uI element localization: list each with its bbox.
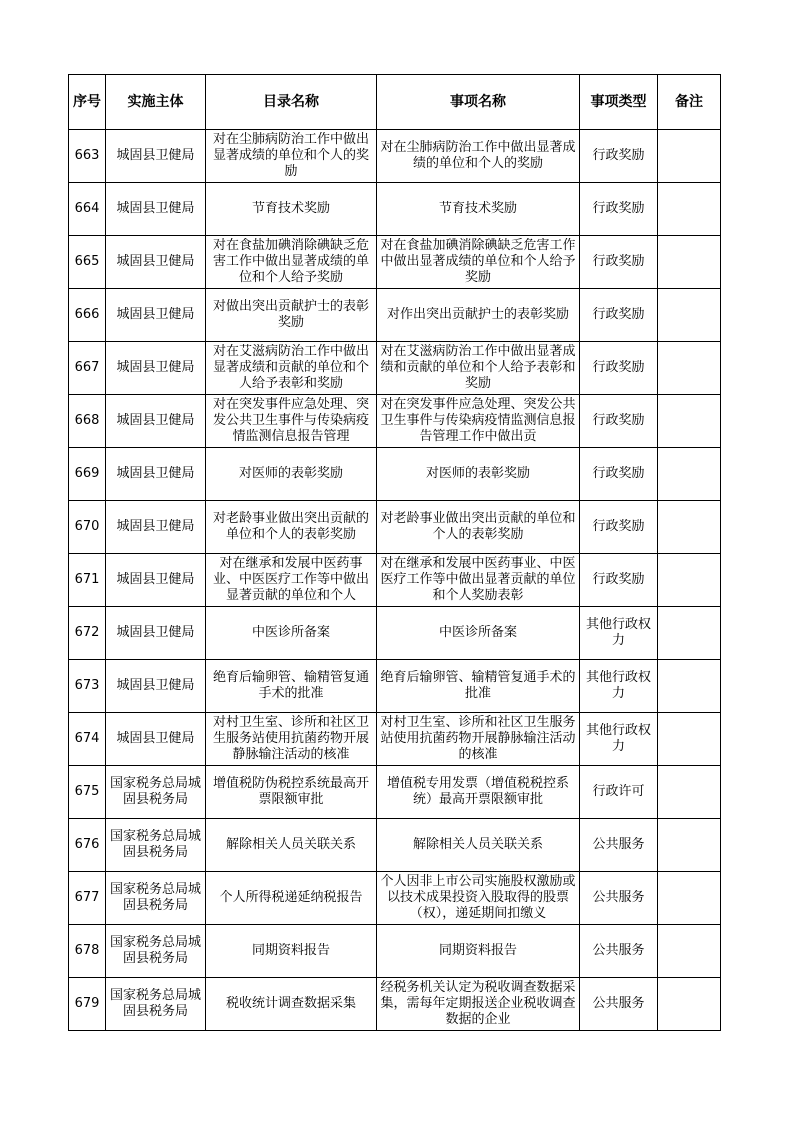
implementing-body-cell [106, 713, 206, 766]
item-name: 绝育后输卵管、输精管复通手术的批准 [380, 670, 576, 701]
item-name-cell [377, 554, 580, 607]
table-row [69, 554, 721, 607]
row-number: 669 [74, 466, 100, 481]
row-number: 679 [74, 996, 100, 1011]
table-row [69, 660, 721, 713]
item-name: 个人因非上市公司实施股权激励或以技术成果投资入股取得的股票（权），递延期间扣缴义 [380, 874, 576, 921]
row-number: 673 [74, 678, 100, 693]
catalog-name: 对在艾滋病防治工作中做出显著成绩和贡献的单位和个人给予表彰和奖励 [212, 344, 369, 391]
implementing-body-cell [106, 925, 206, 978]
item-name: 增值税专用发票（增值税税控系统）最高开票限额审批 [386, 776, 569, 807]
row-number-cell [69, 289, 106, 342]
implementing-body: 城固县卫健局 [116, 625, 195, 640]
implementing-body: 国家税务总局城固县税务局 [109, 988, 201, 1019]
item-type: 其他行政权力 [585, 723, 651, 754]
catalog-name: 对在食盐加碘消除碘缺乏危害工作中做出显著成绩的单位和个人给予奖励 [212, 238, 369, 285]
row-number-cell [69, 342, 106, 395]
item-name: 对在突发事件应急处理、突发公共卫生事件与传染病疫情监测信息报告管理工作中做出贡 [380, 397, 576, 444]
catalog-name: 中医诊所备案 [251, 625, 330, 640]
implementing-body-cell [106, 819, 206, 872]
table-row [69, 713, 721, 766]
remark-cell [658, 183, 721, 236]
item-type: 其他行政权力 [585, 670, 651, 701]
implementing-body: 城固县卫健局 [116, 254, 195, 269]
item-name-cell [377, 978, 580, 1031]
row-number-cell [69, 130, 106, 183]
implementing-body: 城固县卫健局 [116, 678, 195, 693]
row-number-cell [69, 660, 106, 713]
item-name-cell [377, 183, 580, 236]
catalog-name-cell [206, 395, 377, 448]
catalog-name: 同期资料报告 [251, 943, 330, 958]
item-name-cell [377, 236, 580, 289]
table-row [69, 130, 721, 183]
implementing-body: 城固县卫健局 [116, 307, 195, 322]
item-name-cell [377, 342, 580, 395]
item-name: 对村卫生室、诊所和社区卫生服务站使用抗菌药物开展静脉输注活动的核准 [380, 715, 576, 762]
table-row [69, 925, 721, 978]
remark-cell [658, 130, 721, 183]
header-item: 事项名称 [377, 75, 580, 130]
table-row [69, 819, 721, 872]
remark-cell [658, 501, 721, 554]
row-number-cell [69, 872, 106, 925]
item-type: 行政奖励 [592, 466, 645, 481]
catalog-name: 解除相关人员关联关系 [225, 837, 356, 852]
catalog-name: 对村卫生室、诊所和社区卫生服务站使用抗菌药物开展静脉输注活动的核准 [212, 715, 369, 762]
item-type-cell [580, 395, 658, 448]
item-type-cell [580, 872, 658, 925]
row-number: 674 [74, 731, 100, 746]
item-name-cell [377, 766, 580, 819]
item-type-cell [580, 925, 658, 978]
row-number-cell [69, 236, 106, 289]
item-type: 行政奖励 [592, 572, 645, 587]
item-type-cell [580, 448, 658, 501]
implementing-body-cell [106, 448, 206, 501]
item-name-cell [377, 130, 580, 183]
catalog-name-cell [206, 607, 377, 660]
item-name: 解除相关人员关联关系 [412, 837, 543, 852]
row-number: 667 [74, 360, 100, 375]
table-row [69, 501, 721, 554]
catalog-name-cell [206, 660, 377, 713]
remark-cell [658, 342, 721, 395]
item-type-cell [580, 236, 658, 289]
catalog-name: 个人所得税递延纳税报告 [219, 890, 363, 905]
catalog-name-cell [206, 236, 377, 289]
implementing-body-cell [106, 766, 206, 819]
catalog-name-cell [206, 978, 377, 1031]
table-row [69, 342, 721, 395]
item-name-cell [377, 501, 580, 554]
item-type-cell [580, 607, 658, 660]
row-number-cell [69, 448, 106, 501]
implementing-body-cell [106, 978, 206, 1031]
item-name-cell [377, 713, 580, 766]
implementing-body-cell [106, 289, 206, 342]
item-name: 对作出突出贡献护士的表彰奖励 [386, 307, 569, 322]
row-number: 666 [74, 307, 100, 322]
row-number-cell [69, 395, 106, 448]
catalog-name-cell [206, 713, 377, 766]
catalog-name: 节育技术奖励 [251, 201, 330, 216]
item-type-cell [580, 342, 658, 395]
item-type-cell [580, 713, 658, 766]
item-name: 对在尘肺病防治工作中做出显著成绩的单位和个人的奖励 [380, 140, 576, 171]
header-note: 备注 [658, 75, 721, 130]
catalog-name: 对在突发事件应急处理、突发公共卫生事件与传染病疫情监测信息报告管理 [212, 397, 369, 444]
item-name: 对在食盐加碘消除碘缺乏危害工作中做出显著成绩的单位和个人给予奖励 [380, 238, 576, 285]
item-type: 行政奖励 [592, 307, 645, 322]
row-number: 668 [74, 413, 100, 428]
implementing-body-cell [106, 236, 206, 289]
table-row [69, 607, 721, 660]
remark-cell [658, 819, 721, 872]
item-type: 行政许可 [592, 784, 645, 799]
row-number: 676 [74, 837, 100, 852]
header-type: 事项类型 [580, 75, 658, 130]
item-type: 公共服务 [592, 996, 645, 1011]
row-number: 678 [74, 943, 100, 958]
remark-cell [658, 925, 721, 978]
table-row [69, 395, 721, 448]
item-type: 其他行政权力 [585, 617, 651, 648]
item-type-cell [580, 819, 658, 872]
item-name: 对在继承和发展中医药事业、中医医疗工作等中做出显著贡献的单位和个人奖励表彰 [380, 556, 576, 603]
item-name: 经税务机关认定为税收调查数据采集，需每年定期报送企业税收调查数据的企业 [380, 980, 576, 1027]
item-type-cell [580, 660, 658, 713]
item-name: 对在艾滋病防治工作中做出显著成绩和贡献的单位和个人给予表彰和奖励 [380, 344, 576, 391]
catalog-name: 对在继承和发展中医药事业、中医医疗工作等中做出显著贡献的单位和个人 [212, 556, 369, 603]
item-type: 行政奖励 [592, 413, 645, 428]
remark-cell [658, 236, 721, 289]
item-type-cell [580, 130, 658, 183]
implementing-body-cell [106, 660, 206, 713]
row-number: 677 [74, 890, 100, 905]
implementing-body-cell [106, 607, 206, 660]
row-number-cell [69, 713, 106, 766]
catalog-name: 绝育后输卵管、输精管复通手术的批准 [212, 670, 369, 701]
remark-cell [658, 607, 721, 660]
remark-cell [658, 766, 721, 819]
catalog-name-cell [206, 289, 377, 342]
item-name-cell [377, 448, 580, 501]
implementing-body: 国家税务总局城固县税务局 [109, 935, 201, 966]
item-type: 公共服务 [592, 943, 645, 958]
table-row [69, 872, 721, 925]
catalog-name-cell [206, 130, 377, 183]
row-number-cell [69, 766, 106, 819]
catalog-name: 对老龄事业做出突出贡献的单位和个人的表彰奖励 [212, 511, 369, 542]
item-type: 行政奖励 [592, 360, 645, 375]
catalog-name: 对做出突出贡献护士的表彰奖励 [212, 299, 369, 330]
catalog-name-cell [206, 183, 377, 236]
row-number: 670 [74, 519, 100, 534]
implementing-body-cell [106, 872, 206, 925]
row-number: 663 [74, 148, 100, 163]
table-row [69, 289, 721, 342]
row-number-cell [69, 607, 106, 660]
remark-cell [658, 660, 721, 713]
item-type: 公共服务 [592, 890, 645, 905]
implementing-body-cell [106, 130, 206, 183]
remark-cell [658, 395, 721, 448]
item-name-cell [377, 607, 580, 660]
header-no: 序号 [69, 75, 106, 130]
item-type-cell [580, 183, 658, 236]
item-name: 中医诊所备案 [438, 625, 517, 640]
implementing-body: 国家税务总局城固县税务局 [109, 882, 201, 913]
table-header-row [69, 75, 721, 130]
catalog-name-cell [206, 925, 377, 978]
catalog-name-cell [206, 501, 377, 554]
implementing-body-cell [106, 501, 206, 554]
table-row [69, 183, 721, 236]
implementing-body-cell [106, 554, 206, 607]
catalog-name: 对在尘肺病防治工作中做出显著成绩的单位和个人的奖励 [212, 132, 369, 179]
item-type-cell [580, 289, 658, 342]
remark-cell [658, 978, 721, 1031]
row-number-cell [69, 978, 106, 1031]
implementing-body: 城固县卫健局 [116, 731, 195, 746]
row-number: 675 [74, 784, 100, 799]
item-type: 行政奖励 [592, 148, 645, 163]
table-row [69, 236, 721, 289]
remark-cell [658, 554, 721, 607]
item-type-cell [580, 978, 658, 1031]
implementing-body: 城固县卫健局 [116, 466, 195, 481]
item-name-cell [377, 395, 580, 448]
remark-cell [658, 289, 721, 342]
row-number-cell [69, 819, 106, 872]
item-name-cell [377, 660, 580, 713]
item-name: 对老龄事业做出突出贡献的单位和个人的表彰奖励 [380, 511, 576, 542]
catalog-name: 税收统计调查数据采集 [225, 996, 356, 1011]
row-number: 664 [74, 201, 100, 216]
implementing-body-cell [106, 183, 206, 236]
header-subject: 实施主体 [106, 75, 206, 130]
item-type: 行政奖励 [592, 519, 645, 534]
item-type-cell [580, 554, 658, 607]
row-number: 672 [74, 625, 100, 640]
item-name-cell [377, 819, 580, 872]
item-type: 行政奖励 [592, 201, 645, 216]
item-type-cell [580, 501, 658, 554]
row-number-cell [69, 925, 106, 978]
item-type-cell [580, 766, 658, 819]
catalog-name-cell [206, 448, 377, 501]
catalog-name-cell [206, 872, 377, 925]
item-name-cell [377, 289, 580, 342]
row-number: 671 [74, 572, 100, 587]
catalog-name-cell [206, 554, 377, 607]
implementing-body: 国家税务总局城固县税务局 [109, 776, 201, 807]
remark-cell [658, 713, 721, 766]
catalog-name-cell [206, 766, 377, 819]
implementing-body-cell [106, 342, 206, 395]
table-row [69, 978, 721, 1031]
remark-cell [658, 872, 721, 925]
item-type: 行政奖励 [592, 254, 645, 269]
implementing-body: 城固县卫健局 [116, 201, 195, 216]
implementing-body: 城固县卫健局 [116, 572, 195, 587]
row-number-cell [69, 501, 106, 554]
remark-cell [658, 448, 721, 501]
implementing-body: 城固县卫健局 [116, 148, 195, 163]
row-number-cell [69, 183, 106, 236]
catalog-name-cell [206, 819, 377, 872]
item-type: 公共服务 [592, 837, 645, 852]
implementing-body: 国家税务总局城固县税务局 [109, 829, 201, 860]
implementing-body: 城固县卫健局 [116, 519, 195, 534]
item-name: 对医师的表彰奖励 [425, 466, 530, 481]
item-name-cell [377, 925, 580, 978]
catalog-name: 增值税防伪税控系统最高开票限额审批 [212, 776, 369, 807]
catalog-name-cell [206, 342, 377, 395]
implementing-body: 城固县卫健局 [116, 413, 195, 428]
catalog-name: 对医师的表彰奖励 [238, 466, 343, 481]
header-catalog: 目录名称 [206, 75, 377, 130]
item-name-cell [377, 872, 580, 925]
item-name: 同期资料报告 [438, 943, 517, 958]
implementing-body: 城固县卫健局 [116, 360, 195, 375]
table-row [69, 448, 721, 501]
row-number-cell [69, 554, 106, 607]
item-name: 节育技术奖励 [438, 201, 517, 216]
table-row [69, 766, 721, 819]
row-number: 665 [74, 254, 100, 269]
implementing-body-cell [106, 395, 206, 448]
items-table [68, 74, 721, 1031]
